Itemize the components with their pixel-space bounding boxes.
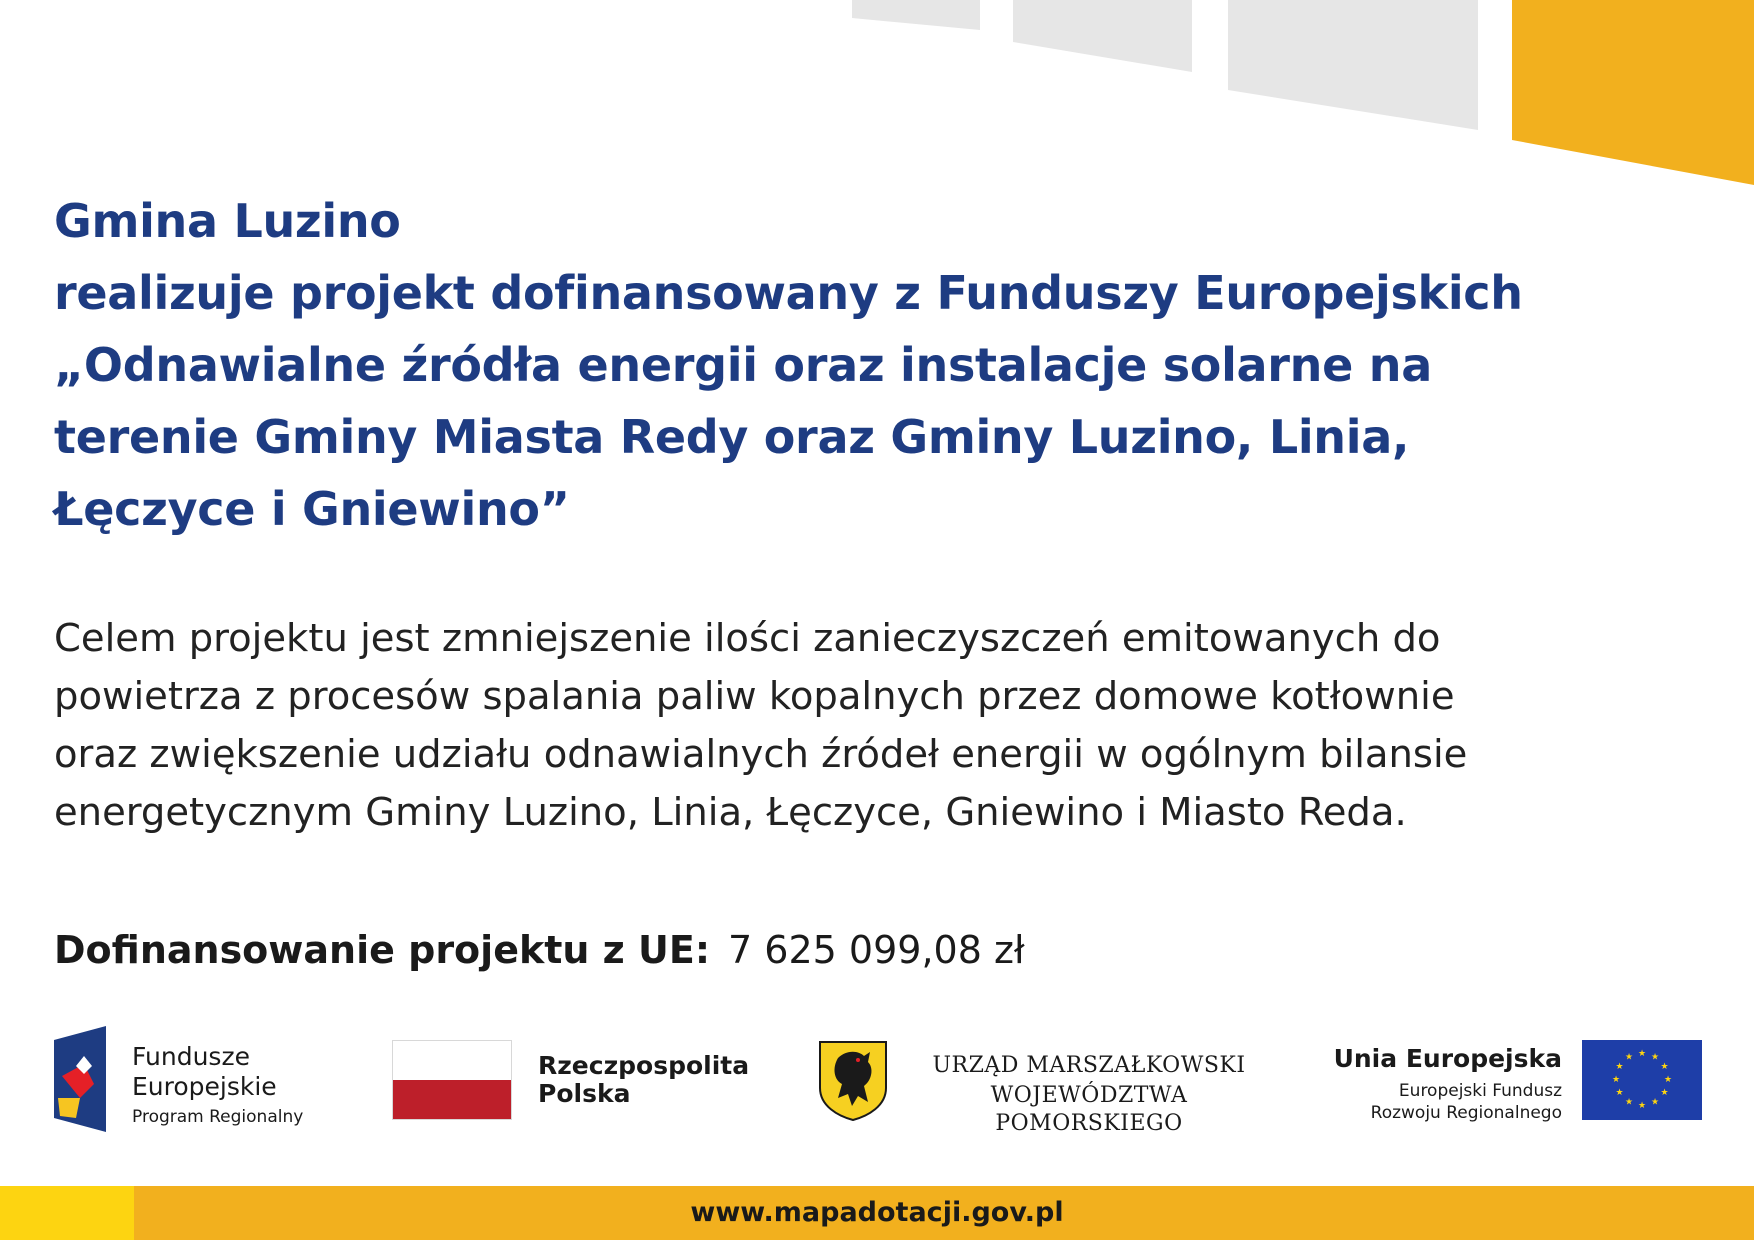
unia-line-3: Rozwoju Regionalnego bbox=[1370, 1103, 1562, 1123]
svg-text:★: ★ bbox=[1615, 1062, 1624, 1072]
pomorskie-griffin-crest-icon bbox=[818, 1040, 888, 1122]
description-line-2: powietrza z procesów spalania paliw kopalnych przez domowe kotłownie bbox=[54, 674, 1455, 719]
logo-strip bbox=[0, 1020, 1754, 1150]
urzad-marszalkowski-logo bbox=[818, 1040, 1278, 1136]
footer-url[interactable]: www.mapadotacji.gov.pl bbox=[690, 1197, 1064, 1228]
fundusze-europejskie-icon bbox=[54, 1026, 110, 1132]
grey-stripe-2 bbox=[1013, 0, 1192, 72]
rzeczpospolita-line-2: Polska bbox=[538, 1079, 631, 1108]
svg-text:★: ★ bbox=[1660, 1088, 1669, 1098]
fundusze-line-1: Fundusze bbox=[132, 1042, 250, 1071]
grey-stripe-3 bbox=[1228, 0, 1478, 130]
eu-flag-icon bbox=[1582, 1040, 1702, 1120]
polish-flag-icon bbox=[392, 1040, 512, 1120]
heading-line-3: „Odnawialne źródła energii oraz instalacje solarne na bbox=[54, 338, 1432, 392]
svg-text:★: ★ bbox=[1650, 1097, 1660, 1108]
svg-text:★: ★ bbox=[1650, 1052, 1660, 1063]
description-line-3: oraz zwiększenie udziału odnawialnych źródeł energii w ogólnym bilansie bbox=[54, 732, 1468, 777]
svg-text:★: ★ bbox=[1637, 1101, 1647, 1111]
svg-text:★: ★ bbox=[1624, 1097, 1634, 1108]
grey-stripe-1 bbox=[852, 0, 980, 30]
heading-line-5: Łęczyce i Gniewino” bbox=[54, 482, 570, 536]
svg-text:★: ★ bbox=[1624, 1052, 1634, 1063]
unia-europejska-logo bbox=[1330, 1040, 1702, 1130]
description-line-1: Celem projektu jest zmniejszenie ilości zanieczyszczeń emitowanych do bbox=[54, 616, 1441, 661]
project-heading bbox=[54, 185, 1674, 545]
funding-amount: 7 625 099,08 zł bbox=[728, 928, 1025, 972]
heading-line-4: terenie Gminy Miasta Redy oraz Gminy Luzino, Linia, bbox=[54, 410, 1410, 464]
rzeczpospolita-line-1: Rzeczpospolita bbox=[538, 1051, 750, 1080]
funding-info bbox=[54, 925, 1025, 975]
fundusze-line-3: Program Regionalny bbox=[132, 1107, 304, 1127]
svg-text:★: ★ bbox=[1615, 1088, 1624, 1098]
urzad-line-2: WOJEWÓDZTWA POMORSKIEGO bbox=[990, 1083, 1188, 1136]
project-description bbox=[54, 610, 1674, 842]
unia-line-1: Unia Europejska bbox=[1333, 1044, 1562, 1073]
fundusze-line-2: Europejskie bbox=[132, 1072, 277, 1101]
svg-text:★: ★ bbox=[1611, 1075, 1621, 1085]
unia-line-2: Europejski Fundusz bbox=[1398, 1081, 1562, 1101]
yellow-stripe bbox=[1512, 0, 1754, 185]
svg-text:★: ★ bbox=[1637, 1049, 1647, 1059]
urzad-line-1: URZĄD MARSZAŁKOWSKI bbox=[932, 1053, 1246, 1078]
heading-line-2: realizuje projekt dofinansowany z Funduszy Europejskich bbox=[54, 266, 1523, 320]
funding-label: Dofinansowanie projektu z UE: bbox=[54, 928, 711, 972]
rzeczpospolita-polska-logo bbox=[392, 1040, 772, 1125]
fundusze-europejskie-logo bbox=[54, 1026, 354, 1136]
header-decoration bbox=[0, 0, 1754, 200]
svg-text:★: ★ bbox=[1660, 1062, 1669, 1072]
footer-bar bbox=[0, 1186, 1754, 1240]
svg-text:★: ★ bbox=[1663, 1075, 1673, 1085]
heading-line-1: Gmina Luzino bbox=[54, 194, 401, 248]
description-line-4: energetycznym Gminy Luzino, Linia, Łęczyce, Gniewino i Miasto Reda. bbox=[54, 790, 1407, 835]
